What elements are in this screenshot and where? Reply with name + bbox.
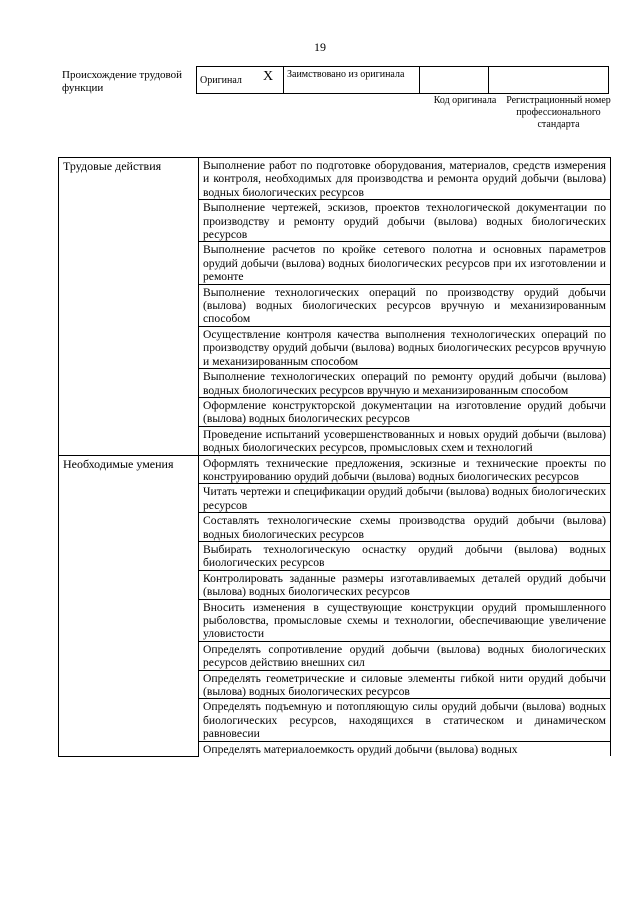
table-cell-item: Оформлять технические предложения, эскизные и технические проекты по конструированию орудий добычи (вылова) водных биологических ресурсов — [199, 455, 611, 484]
table-cell-item: Читать чертежи и спецификации орудий добычи (вылова) водных биологических ресурсов — [199, 484, 611, 513]
table-cell-item: Определять геометрические и силовые элементы гибкой нити орудий добычи (вылова) водных биологических ресурсов — [199, 670, 611, 699]
table-cell-item: Выполнение работ по подготовке оборудования, материалов, средств измерения и контроля, необходимых для производства и ремонта орудий добычи (вылова) водных биологических ресурсов — [199, 158, 611, 200]
table-cell-item: Выполнение технологических операций по ремонту орудий добычи (вылова) водных биологических ресурсов вручную и механизированным способом — [199, 369, 611, 398]
table-cell-item: Составлять технологические схемы производства орудий добычи (вылова) водных биологических ресурсов — [199, 513, 611, 542]
origin-label: Происхождение трудовой функции — [62, 69, 183, 94]
original-label: Оригинал — [200, 74, 242, 86]
reg-number-cell — [489, 67, 609, 94]
original-cell — [197, 67, 284, 94]
table-cell-item: Осуществление контроля качества выполнения технологических операций по производству орудий добычи (вылова) водных биологических ресурсов вручную и механизированным способом — [199, 326, 611, 368]
table-cell-item: Контролировать заданные размеры изготавливаемых деталей орудий добычи (вылова) водных биологических ресурсов — [199, 570, 611, 599]
table-cell-item: Определять подъемную и потопляющую силы орудий добычи (вылова) водных биологических ресурсов, находящихся в статическом и динамическом равновесии — [199, 699, 611, 741]
code-cell — [420, 67, 489, 94]
table-row — [59, 455, 611, 484]
reg-number-caption: Регистрационный номер профессионального стандарта — [506, 95, 611, 130]
original-mark: X — [263, 69, 274, 84]
table-cell-item: Вносить изменения в существующие конструкции орудий промышленного рыболовства, промысловые схемы и технологии, обеспечивающие увеличение уловистости — [199, 599, 611, 641]
table-cell-item: Проведение испытаний усовершенствованных и новых орудий добычи (вылова) водных биологических ресурсов, промысловых схем и технологий — [199, 426, 611, 455]
table-cell-item: Выполнение чертежей, эскизов, проектов технологической документации по производству и ремонту орудий добычи (вылова) водных биологических ресурсов — [199, 200, 611, 242]
origin-table — [196, 66, 609, 94]
table-cell-item: Оформление конструкторской документации на изготовление орудий добычи (вылова) водных биологических ресурсов — [199, 397, 611, 426]
borrowed-label: Заимствовано из оригинала — [287, 69, 405, 80]
page-number: 19 — [314, 40, 326, 54]
section-heading: Трудовые действия — [59, 158, 199, 456]
function-table — [58, 157, 611, 757]
table-cell-item: Выбирать технологическую оснастку орудий добычи (вылова) водных биологических ресурсов — [199, 541, 611, 570]
table-cell-item: Определять сопротивление орудий добычи (вылова) водных биологических ресурсов действию внешних сил — [199, 641, 611, 670]
table-cell-item: Определять материалоемкость орудий добычи (вылова) водных — [199, 741, 611, 756]
table-row — [59, 158, 611, 200]
code-caption: Код оригинала — [433, 95, 497, 106]
table-cell-item: Выполнение технологических операций по производству орудий добычи (вылова) водных биологических ресурсов вручную и механизированным способом — [199, 284, 611, 326]
borrowed-cell — [284, 67, 420, 94]
table-cell-item: Выполнение расчетов по кройке сетевого полотна и основных параметров орудий добычи (вылова) водных биологических ресурсов при их изготовлении и ремонте — [199, 242, 611, 284]
section-heading: Необходимые умения — [59, 455, 199, 756]
